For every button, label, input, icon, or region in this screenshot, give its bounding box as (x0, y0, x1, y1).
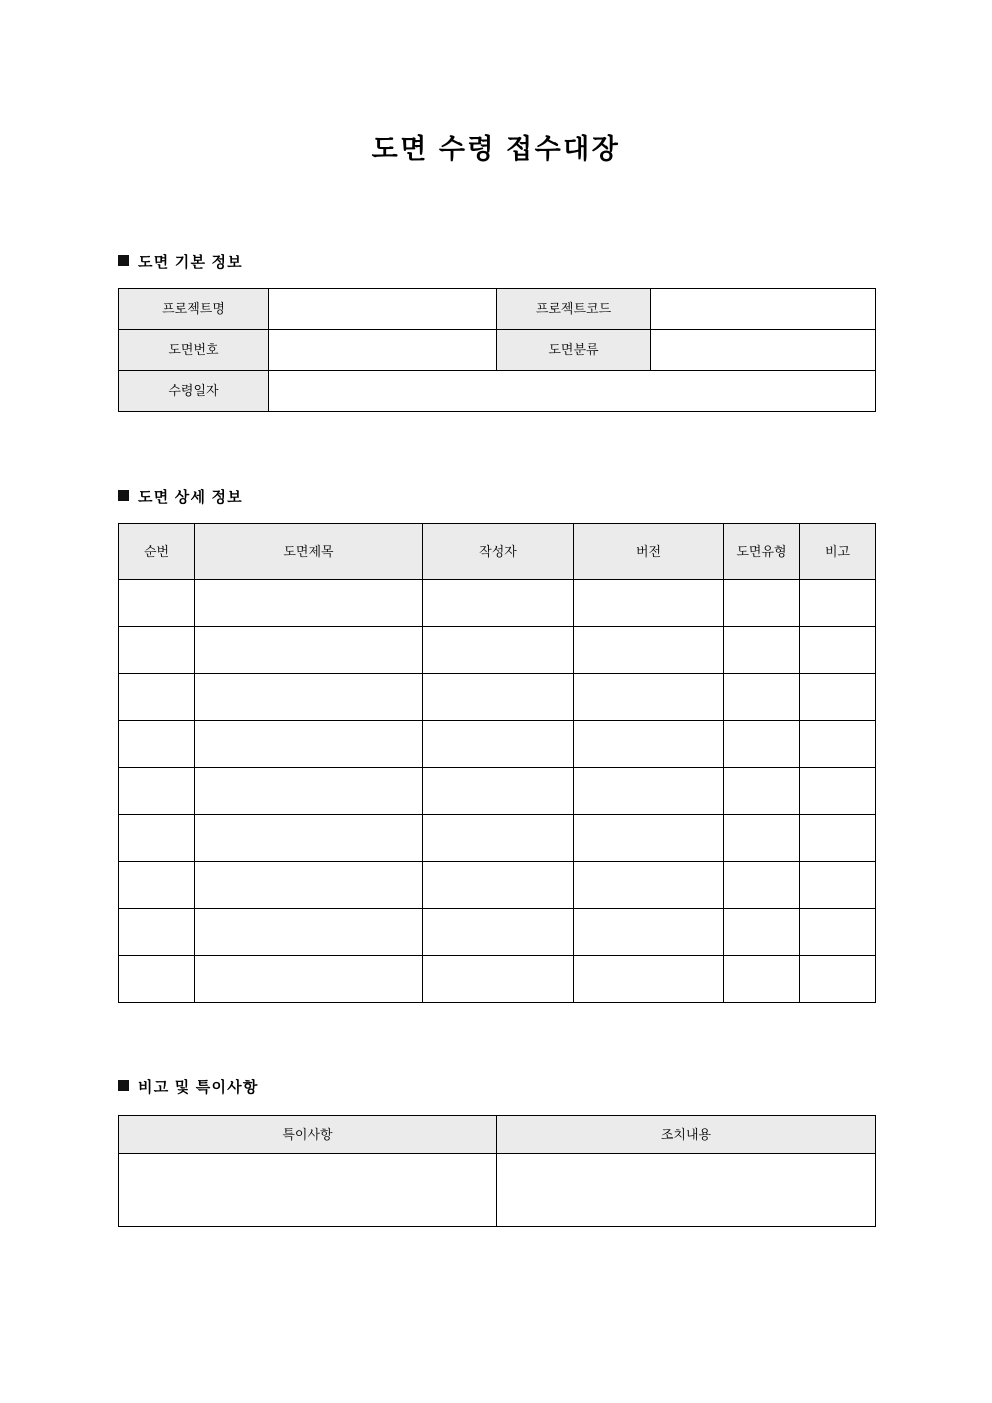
field-value-project-name[interactable] (269, 289, 497, 330)
cell-drawing-title[interactable] (195, 768, 423, 815)
cell-sequence[interactable] (119, 815, 195, 862)
cell-sequence[interactable] (119, 956, 195, 1003)
column-header-note: 비고 (800, 524, 876, 580)
cell-note[interactable] (800, 956, 876, 1003)
cell-author[interactable] (423, 815, 574, 862)
field-label-drawing-number: 도면번호 (119, 330, 269, 371)
column-header-special-note: 특이사항 (119, 1116, 497, 1154)
cell-drawing-title[interactable] (195, 627, 423, 674)
table-row (119, 815, 876, 862)
cell-author[interactable] (423, 721, 574, 768)
cell-version[interactable] (574, 580, 724, 627)
cell-sequence[interactable] (119, 909, 195, 956)
cell-sequence[interactable] (119, 674, 195, 721)
cell-version[interactable] (574, 862, 724, 909)
field-label-receipt-date: 수령일자 (119, 371, 269, 412)
cell-note[interactable] (800, 815, 876, 862)
table-row (119, 862, 876, 909)
cell-version[interactable] (574, 627, 724, 674)
cell-drawing-type[interactable] (724, 768, 800, 815)
column-header-author: 작성자 (423, 524, 574, 580)
cell-sequence[interactable] (119, 768, 195, 815)
table-row (119, 909, 876, 956)
column-header-version: 버전 (574, 524, 724, 580)
cell-drawing-type[interactable] (724, 909, 800, 956)
cell-drawing-type[interactable] (724, 627, 800, 674)
column-header-sequence: 순번 (119, 524, 195, 580)
cell-version[interactable] (574, 674, 724, 721)
cell-drawing-title[interactable] (195, 674, 423, 721)
table-row (119, 289, 876, 330)
cell-drawing-type[interactable] (724, 956, 800, 1003)
table-row (119, 768, 876, 815)
cell-drawing-title[interactable] (195, 909, 423, 956)
table-row (119, 580, 876, 627)
cell-version[interactable] (574, 956, 724, 1003)
cell-note[interactable] (800, 768, 876, 815)
square-bullet-icon (118, 490, 129, 501)
cell-author[interactable] (423, 768, 574, 815)
field-label-project-name: 프로젝트명 (119, 289, 269, 330)
drawing-detail-table-body (119, 580, 876, 1003)
cell-drawing-type[interactable] (724, 862, 800, 909)
cell-drawing-type[interactable] (724, 721, 800, 768)
field-value-drawing-number[interactable] (269, 330, 497, 371)
table-row (119, 1154, 876, 1227)
cell-drawing-title[interactable] (195, 815, 423, 862)
field-label-project-code: 프로젝트코드 (497, 289, 651, 330)
section-heading-basic-info (118, 251, 243, 272)
drawing-detail-table (118, 523, 876, 1003)
cell-drawing-title[interactable] (195, 862, 423, 909)
section-heading-remarks-label: 비고 및 특이사항 (138, 1079, 259, 1096)
cell-drawing-type[interactable] (724, 674, 800, 721)
cell-note[interactable] (800, 721, 876, 768)
cell-author[interactable] (423, 956, 574, 1003)
cell-note[interactable] (800, 580, 876, 627)
cell-author[interactable] (423, 627, 574, 674)
cell-action-taken[interactable] (497, 1154, 876, 1227)
cell-author[interactable] (423, 674, 574, 721)
cell-note[interactable] (800, 674, 876, 721)
cell-sequence[interactable] (119, 580, 195, 627)
cell-author[interactable] (423, 862, 574, 909)
cell-author[interactable] (423, 909, 574, 956)
cell-version[interactable] (574, 721, 724, 768)
column-header-drawing-title: 도면제목 (195, 524, 423, 580)
cell-author[interactable] (423, 580, 574, 627)
table-row (119, 956, 876, 1003)
page-title: 도면 수령 접수대장 (371, 134, 621, 164)
table-row (119, 371, 876, 412)
column-header-action-taken: 조치내용 (497, 1116, 876, 1154)
cell-sequence[interactable] (119, 721, 195, 768)
cell-note[interactable] (800, 909, 876, 956)
table-row (119, 721, 876, 768)
cell-drawing-title[interactable] (195, 580, 423, 627)
field-value-drawing-category[interactable] (651, 330, 876, 371)
field-label-drawing-category: 도면분류 (497, 330, 651, 371)
field-value-receipt-date[interactable] (269, 371, 876, 412)
cell-drawing-type[interactable] (724, 815, 800, 862)
cell-note[interactable] (800, 862, 876, 909)
section-heading-remarks (118, 1076, 259, 1097)
column-header-drawing-type: 도면유형 (724, 524, 800, 580)
cell-version[interactable] (574, 768, 724, 815)
section-heading-detail-info (118, 486, 243, 507)
cell-version[interactable] (574, 815, 724, 862)
cell-special-note[interactable] (119, 1154, 497, 1227)
cell-drawing-title[interactable] (195, 956, 423, 1003)
square-bullet-icon (118, 1080, 129, 1091)
table-row (119, 330, 876, 371)
cell-version[interactable] (574, 909, 724, 956)
remarks-table (118, 1115, 876, 1227)
cell-drawing-title[interactable] (195, 721, 423, 768)
basic-info-table (118, 288, 876, 412)
cell-sequence[interactable] (119, 862, 195, 909)
section-heading-detail-info-label: 도면 상세 정보 (138, 489, 243, 506)
section-heading-basic-info-label: 도면 기본 정보 (138, 254, 243, 271)
cell-note[interactable] (800, 627, 876, 674)
cell-sequence[interactable] (119, 627, 195, 674)
table-header-row (119, 1116, 876, 1154)
table-row (119, 627, 876, 674)
table-row (119, 674, 876, 721)
table-header-row (119, 524, 876, 580)
cell-drawing-type[interactable] (724, 580, 800, 627)
field-value-project-code[interactable] (651, 289, 876, 330)
square-bullet-icon (118, 255, 129, 266)
remarks-table-body (119, 1154, 876, 1227)
